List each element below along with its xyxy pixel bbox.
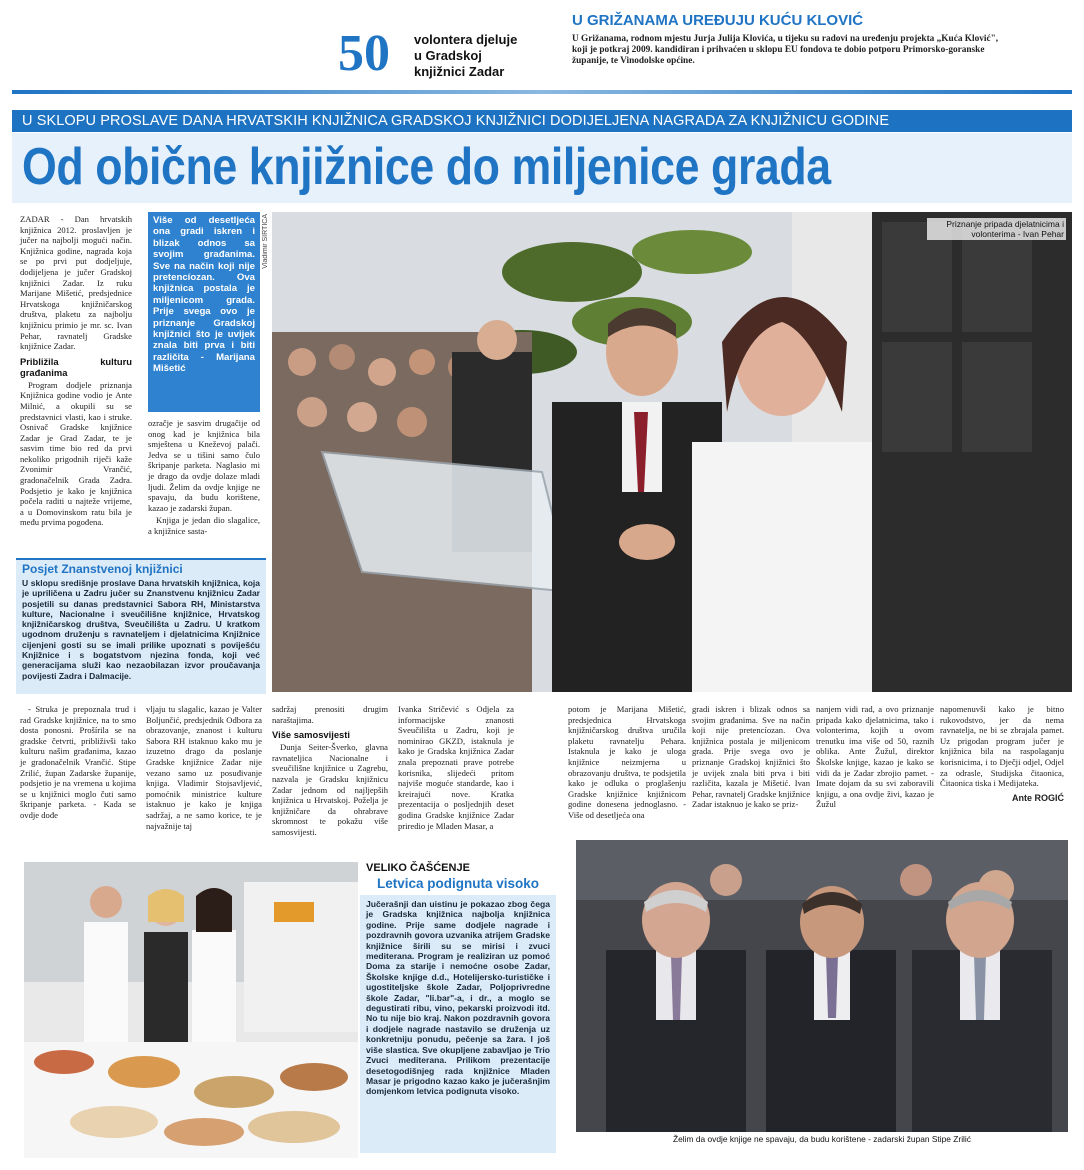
sidebar-text: Jučerašnji dan uistinu je pokazao zbog čega je Gradska knjižnica najbolja knjižnica godine. Prije same dodjele nagrade i pozdravnih govora uzvanika atrijem Gradske knjižnice širili su se mirisi i zvuci mediterana. Program je realiziran uz pomoć Doma za starije i nemoćne osobe Zadar, Školske knjige d.d., Hotelijersko-turističke i ugostiteljske škole Zadar, Poljoprivredne škole Zadar, "li.bar"-a, i dr., a moglo se degustirati ribu, vino, pekarski proizvodi itd. No tu nije bio kraj. Nakon pozdravnih govora i dodjele nagrade nastavilo se druženja uz konkretniju ponudu, pečenje sa žara. I još više slastica. Sve okupljene zabavljao je Trio Zvuci mediterana. Prilikom prezentacije desetogodišnjeg rada knjižnice Mladen Masar je prigodno kazao kako je jučerašnjim domjenkom letvica podignuta visoko. (366, 899, 550, 1097)
paragraph-slagalica: Knjiga je jedan dio slagalice, a knjižnice sasta- (148, 515, 260, 536)
photo-credit: Vladimir SIRTICA (262, 214, 269, 269)
lower-column-3 (272, 704, 388, 840)
article-column-1 (20, 214, 132, 530)
sidebar-text-box (360, 895, 556, 1153)
lower-paragraph-3a: sadržaj prenositi drugim naraštajima. (272, 704, 388, 725)
officials-illustration (576, 840, 1068, 1146)
lower-column-6 (692, 704, 810, 812)
headline-strip (12, 133, 1072, 203)
photo-food-table (24, 862, 358, 1158)
paragraph-ozracje: ozračje je sasvim drugačije od onog kad je knjižnica bila smještena u Kneževoj palači. Jedva se u tišini samo čulo škripanje parketa. Naglasio mi je drago da ovdje dolaze mladi ljudi. Želim da ovdje knjige ne spavaju, da budu korištene, kazao je zadarski župan. (148, 418, 260, 513)
subhead-samosvijest: Više samosvijesti (272, 729, 351, 741)
kicker-bar (12, 110, 1072, 132)
lower-column-4 (398, 704, 514, 833)
lower-paragraph-2: vljaju tu slagalic, kazao je Valter Boljunčić, predsjednik Odbora za obrazovanje, znanost i kulturu Sabora RH istaknuo kako mu je izuzetno drago da poslanje Gradske knjižnice Zadar nije vezano samo uz posuđivanje knjiga. Vladimir Stojsavljević, pomoćnik ministrice kulture istaknuo je kako je knjiga sadržaj, a ne samo korice, te je najvažnije taj (146, 704, 262, 831)
header-right-title: U GRIŽANAMA UREĐUJU KUĆU KLOVIĆ (572, 12, 864, 29)
lower-column-7 (816, 704, 934, 812)
award-ceremony-illustration (272, 212, 1072, 692)
info-box-visit (16, 558, 266, 694)
info-box-text: U sklopu središnje proslave Dana hrvatskih knjižnica, koja je upriličena u Zadru jučer su Znanstvenu knjižnicu Zadar posjetili su danas predstavnici Sabora RH, Ministarstva kulture, Nacionalne i sveučilišne knjižnice, Hrvatskog knjižničarskog društva, Sveučilišta u Zadru. U kratkom ugodnom druženju s ravnateljem i djelatnicima Knjižnice cijenjeni gosti su se imali prilike upoznati s poviješću Knjižnice i s bogatstvom njezina fonda, koji već generacijama služi kao nezaobilazan izvor proučavanja povijesti Zadra i Dalmacije. (22, 578, 260, 681)
byline: Ante ROGIĆ (1011, 792, 1064, 803)
info-box-title: Posjet Znanstvenoj knjižnici (22, 562, 183, 576)
lower-paragraph-8: napomenuvši kako je bitno rukovodstvo, jer da nema ravnatelja, ne bi se zbrajala pamet. Uz prigodan program jučer je knjižnica bila na raspolaganju korisnicima, i to Dječji odjel, Odjel za odrasle, Studijska čitaonica, Čitaonica tiska i Medijateka. (940, 704, 1064, 789)
pull-quote-box (148, 212, 260, 412)
photo-officials (576, 840, 1068, 1146)
lower-paragraph-1: - Struka je prepoznala trud i rad Gradske knjižnice, na to smo dosta ponosni. Prošírila se na gradske četvrti, približivši tako kulturu našim građanima, kazao je gradonačelnik Vrančić. Stipe Zrilić, župan Zadarske županije, podsjetio je na vremena u kojima se u knjižnici moglo čuti samo škripanje parketa. - Kada se ovdje dođe (20, 704, 136, 820)
volunteer-line-1: volontera djeluje (414, 32, 518, 47)
article-column-2 (148, 418, 260, 539)
header-left-box (330, 24, 530, 86)
lower-paragraph-6: gradi iskren i blizak odnos sa svojim građanima. Sve na način koji nije pretencíozan. Ova knjižnica postala je miljenicom grada. Prije svega ovo je priznanje Gradskoj knjižnici što je uvijek znala biti prva i biti različita, kazala je Mišetić. Ivan Pehar, ravnatelj Gradske knjižnice Zadar istaknuo je kako se priz- (692, 704, 811, 810)
lower-paragraph-7: nanjem vidi rad, a ovo priznanje pripada kako djelatnicima, tako i volonterima, kojih u ovom trenutku ima više od 50, raznih oblika. Ante Žužul, direktor Školske knjige, kazao je kako se vidi da je Zadar zbrojio pamet. - Imate dojam da su svi zaboravili knjigu, a ona ovdje živi, kazao je Žužul (816, 704, 934, 810)
photo-main-caption: Priznanje pripada djelatnicima i volonterima - Ivan Pehar (927, 218, 1066, 240)
sidebar-title: Letvica podignuta visoko (376, 876, 540, 891)
food-table-illustration (24, 862, 358, 1158)
kicker-text: U SKLOPU PROSLAVE DANA HRVATSKIH KNJIŽNICA GRADSKOJ KNJIŽNICI DODIJELJENA NAGRADA ZA KNJIŽNICU GODINE (22, 113, 890, 129)
sidebar-kicker: VELIKO ČAŠĆENJE (366, 862, 470, 874)
lower-paragraph-5: potom je Marijana Mišetić, predsjednica Hrvatskoga knjižničarskog društva uručila plaketu ravnatelju Pehara. Istaknula je kako je uloga knjižnice neizmjerna u obrazovanju društva, te podsjetila kako je odluka o proglašenju Gradske knjižnice knjižnicom godine donesena jednoglasno. - Više od desetljeća ona (568, 704, 686, 820)
photo-award-ceremony (272, 212, 1072, 692)
header-right-article (572, 12, 1052, 88)
volunteer-line-2: u Gradskoj (414, 48, 482, 63)
lower-paragraph-3b: Dunja Seiter-Šverko, glavna ravnateljica Nacionalne i sveučilišne knjižnice u Zagrebu, nazvala je Gradsku knjižnicu Zadar jednom od najljepših knjižnica u Hrvatskoj. Poželja je knjižničare da ohrabrave skromnost te pokažu više samosvijesti. (272, 742, 388, 837)
lower-column-1 (20, 704, 136, 823)
pull-quote: Više od desetljeća ona gradi iskren i blizak odnos sa svojim građanima. Sve na način koji nije pretencíozan. Ova knjižnica postala je miljenicom grada. Prije svega ovo je priznanje Gradskoj knjižnici što je uvijek znala biti prva i biti različita - Marijana Mišetić (153, 215, 255, 375)
sidebar-letvica (360, 862, 556, 1162)
top-stripe (12, 90, 1072, 94)
paragraph-program: Program dodjele priznanja Knjižnica godine vodio je Ante Milnić, a okupili su se predstavnici vlasti, kao i struke. Osnivač Gradske knjižnice Zadar je Grad Zadar, te je sasvim time bio red da prvi nekoliko prigodnih riječi kaže Zvonimir Vrančić, gradonačelnik Grada Zadra. Podsjetio je kako je knjižnica počela raditi u najteže vrijeme, a u Domovinskom ratu bila je među prvima pogođena. (20, 379, 132, 528)
headline: Od obične knjižnice do miljenice grada (22, 138, 831, 196)
subhead-kultura: Približila kulturu građanima (20, 355, 132, 378)
lead-paragraph: ZADAR - Dan hrvatskih knjižnica 2012. proslavljen je jučer na najbolji mogući način. Knjižnica godine, nagrada koja se po prvi put dodjeljuje, dodijeljena je jučer Gradskoj knjižnici Zadar. Iz ruku Marijane Mišetić, predsjednice Hrvatskoga knjižničarskog društva, plaketu za najbolju knjižnicu primio je mr. sc. Ivan Pehar, ravnatelj Gradske knjižnice Zadar. (20, 214, 132, 352)
lower-paragraph-4: Ivanka Stričević s Odjela za informacijske znanosti Sveučilišta u Zadru, koji je nominirao GKZD, istaknula je kako je Gradska knjižnica Zadar znala prepoznati prave potrebe korisnika, slijedeći pritom najviše moguće standarde, kao i kreirajući nove. Kratka prezentacija o posljednjih deset godina Gradske knjižnice Zadar priredio je Mladen Masar, a (398, 704, 514, 831)
lower-column-5 (568, 704, 686, 823)
header-right-text: U Grižanama, rodnom mjestu Jurja Julija Klovića, u tijeku su radovi na uređenju projekta „Kuća Klović", koji je potkraj 2009. kandidiran i prihvaćen u sklopu EU fondova te dobio potporu Primorsko-goranske županije, te Vinodolske općine. (572, 34, 999, 67)
lower-column-2 (146, 704, 262, 833)
photo-bottom-caption: Želim da ovdje knjige ne spavaju, da budu korištene - zadarski župan Stipe Zrilić (576, 1132, 1068, 1146)
volunteer-line-3: knjižnici Zadar (414, 64, 505, 79)
lower-column-8 (940, 704, 1064, 803)
volunteer-count: 50 (338, 25, 390, 82)
